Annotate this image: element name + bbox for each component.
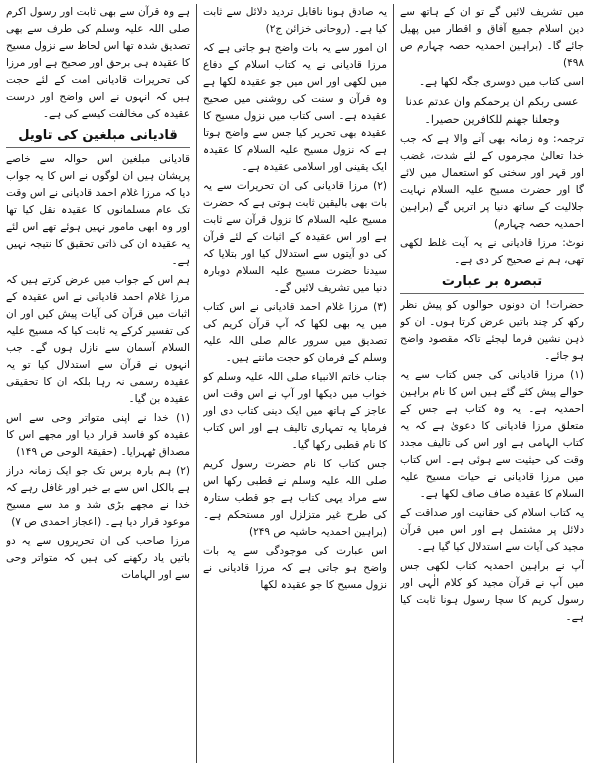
section-heading: تبصرہ بر عبارت [400,273,584,294]
document-page [6,4,584,763]
column-middle [203,4,387,763]
paragraph: آپ نے براہین احمدیہ کتاب لکھی جس میں آپ نے قرآن مجید کو کلام الٰہی اور رسول کریم کا سچا رسول ہونا ثابت کیا ہے۔ [399,560,584,623]
paragraph: ہم اس کے جواب میں عرض کرتے ہیں کہ مرزا غلام احمد قادیانی نے اس عقیدہ کے اثبات میں قرآن کی آیات پیش کیں اور ان کی تفسیر کرکے یہ ثابت کیا کہ مسیح علیہ السلام آسمان سے نازل ہوں گے۔ جب انہوں نے قرآن سے استدلال کیا تو یہ عقیدہ رسمی نہ رہا بلکہ ان کا تحقیقی عقیدہ بن گیا۔ [5,274,190,405]
paragraph: (۲) ہم بارہ برس تک جو ایک زمانہ دراز ہے بالکل اس سے بے خبر اور غافل رہے کہ خدا نے مجھے بڑی شد و مد سے مسیح موعود قرار دیا ہے۔ (اعجاز احمدی ص ۷) [5,465,190,528]
column-right [400,4,584,763]
arabic-verse: عسی ربکم ان یرحمکم وان عدتم عدنا وجعلنا جھنم للکافرین حصیرا۔ [405,95,579,126]
paragraph: ہے وہ قرآن سے بھی ثابت اور رسول اکرم صلی اللہ علیہ وسلم کی طرف سے بھی تصدیق شدہ تھا اس لحاظ سے نزول مسیح کا عقیدہ ہی برحق اور صحیح ہے اور مرزا کی تحریرات قادیانی امت کے لئے حجت ہیں کہ انہوں نے اس واضح اور درست عقیدہ کی مخالفت کیسے کی ہے۔ [5,6,190,120]
paragraph: (۲) مرزا قادیانی کی ان تحریرات سے یہ بات بھی بالیقین ثابت ہوتی ہے کہ حضرت مسیح علیہ السلام کا نزول قرآن سے ثابت ہے اور اس عقیدہ کے اثبات کے لئے قرآن کی دو آیتوں سے استدلال کیا اور بتلایا کہ سیدنا حضرت مسیح علیہ السلام دوبارہ دنیا میں تشریف لائیں گے۔ [202,180,387,294]
section-heading: قادیانی مبلغین کی تاویل [6,127,190,148]
paragraph: اس عبارت کی موجودگی سے یہ بات واضح ہو جاتی ہے کہ مرزا قادیانی نے نزول مسیح کا جو عقیدہ لکھا [202,545,387,591]
paragraph: ترجمہ: وہ زمانہ بھی آنے والا ہے کہ جب خدا تعالیٰ مجرموں کے لئے شدت، غضب اور قہر اور سختی کو استعمال میں لائے گا اور حضرت مسیح علیہ السلام نہایت جلالیت کے ساتھ دنیا پر اتریں گے (براہین احمدیہ حصہ چہارم) [399,133,584,230]
paragraph: (۱) خدا نے اپنی متواتر وحی سے اس عقیدہ کو فاسد قرار دیا اور مجھے اس کا مصداق ٹھہرایا۔ (حقیقۃ الوحی ص ۱۴۹) [5,412,190,458]
paragraph: اسی کتاب میں دوسری جگہ لکھا ہے۔ [418,76,584,88]
paragraph: جناب خاتم الانبیاء صلی اللہ علیہ وسلم کو خواب میں دیکھا اور آپ نے اس وقت اس عاجز کے ہاتھ میں ایک دینی کتاب دی اور فرمایا یہ تمہاری تالیف ہے اور اس کتاب کا نام قطبی رکھا گیا۔ [202,371,387,451]
paragraph: جس کتاب کا نام حضرت رسول کریم صلی اللہ علیہ وسلم نے قطبی رکھا اس سے مراد یہی کتاب ہے جو قطب ستارہ کی طرح غیر متزلزل اور مستحکم ہے۔ (براہین احمدیہ حاشیہ ص ۲۴۹) [202,458,387,538]
paragraph: ان امور سے یہ بات واضح ہو جاتی ہے کہ مرزا قادیانی نے یہ کتاب اسلام کے دفاع میں لکھی اور اس میں جو عقیدہ لکھا ہے وہ قرآن و سنت کی روشنی میں صحیح عقیدہ ہے۔ اسی کتاب میں نزول مسیح کا عقیدہ بھی تحریر کیا جس سے واضح ہوتا ہے کہ نزول مسیح علیہ السلام کا عقیدہ ایک یقینی اور اسلامی عقیدہ ہے۔ [202,42,387,173]
paragraph: حضرات! ان دونوں حوالوں کو پیش نظر رکھ کر چند باتیں عرض کرتا ہوں۔ ان کو ذہن نشین فرما لیجئے تاکہ مقصود واضح ہو جائے۔ [399,299,584,362]
paragraph: یہ کتاب اسلام کی حقانیت اور صداقت کے دلائل پر مشتمل ہے اور اس میں قرآن مجید کی آیات سے استدلال کیا گیا ہے۔ [399,507,584,553]
note: نوٹ: مرزا قادیانی نے یہ آیت غلط لکھی تھی، ہم نے صحیح کر دی ہے۔ [399,237,584,266]
paragraph: (۳) مرزا غلام احمد قادیانی نے اس کتاب میں یہ بھی لکھا کہ آپ قرآن کریم کی تصدیق میں سرور عالم صلی اللہ علیہ وسلم کے فرمان کو حجت مانتے ہیں۔ [202,301,387,364]
paragraph: قادیانی مبلغین اس حوالہ سے خاصے پریشان ہیں ان لوگوں نے اس کا یہ جواب دیا کہ مرزا غلام احمد قادیانی نے اس وقت تک عام مسلمانوں کا عقیدہ نقل کیا تھا اور وہ ابھی مامور نہیں ہوئے تھے اس لئے یہ عقیدہ ان کی ذاتی تحقیق کا نتیجہ نہیں ہے۔ [5,153,190,267]
paragraph: یہ صادق ہونا ناقابل تردید دلائل سے ثابت کیا ہے۔ (روحانی خزائن ج۲) [202,6,387,35]
paragraph: (۱) مرزا قادیانی کی جس کتاب سے یہ حوالے پیش کئے گئے ہیں اس کا نام براہین احمدیہ ہے۔ یہ وہ کتاب ہے جس کے متعلق مرزا قادیانی کا دعویٰ ہے کہ یہ کتاب الہامی ہے اور اس کی تالیف مجدد وقت کی حیثیت سے ہوئی ہے۔ اس کتاب میں مرزا قادیانی نے حیات مسیح علیہ السلام کا عقیدہ صاف صاف لکھا ہے۔ [399,369,584,500]
column-left [6,4,190,763]
paragraph: میں تشریف لائیں گے تو ان کے ہاتھ سے دین اسلام جمیع آفاق و اقطار میں پھیل جائے گا۔ (براہین احمدیہ حصہ چہارم ص ۴۹۸) [399,6,584,69]
paragraph: مرزا صاحب کی ان تحریروں سے یہ دو باتیں یاد رکھنے کی ہیں کہ متواتر وحی سے اور الہامات [5,535,190,581]
column-divider [196,4,197,763]
column-divider [393,4,394,763]
